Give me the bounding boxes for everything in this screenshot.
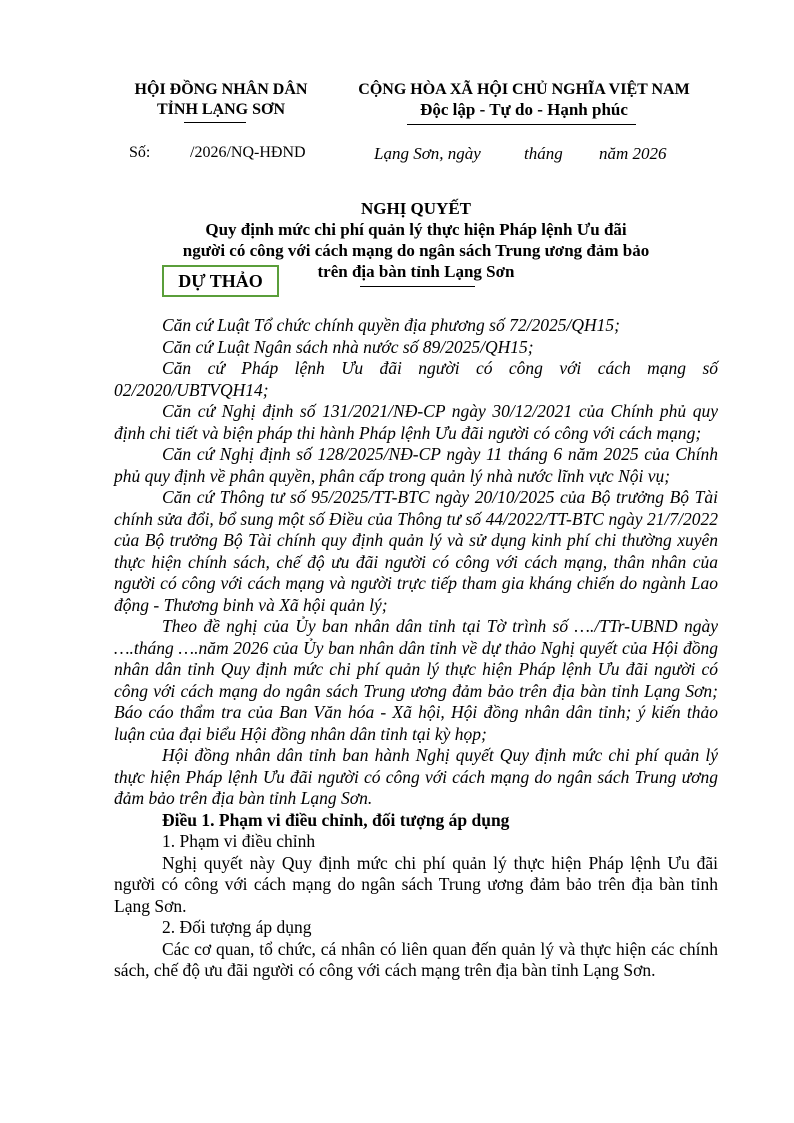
number-value: /2026/NQ-HĐND — [190, 144, 306, 161]
clause-1-heading: 1. Phạm vi điều chỉnh — [162, 831, 316, 851]
legal-basis-3: Căn cứ Pháp lệnh Ưu đãi người có công với cách mạng số 02/2020/UBTVQH14; — [114, 358, 718, 400]
clause-2-text: Các cơ quan, tổ chức, cá nhân có liên quan đến quản lý và thực hiện các chính sách, chế độ ưu đãi người có công với cách mạng trên địa bàn tỉnh Lạng Sơn. — [114, 938, 718, 980]
legal-basis-5: Căn cứ Nghị định số 128/2025/NĐ-CP ngày 11 tháng 6 năm 2025 của Chính phủ quy định về phân quyền, phân cấp trong quản lý nhà nước lĩnh vực Nội vụ; — [114, 444, 718, 486]
title-underline — [360, 286, 475, 287]
draft-stamp: DỰ THẢO — [162, 265, 279, 297]
legal-basis-6: Căn cứ Thông tư số 95/2025/TT-BTC ngày 20/10/2025 của Bộ trưởng Bộ Tài chính sửa đổi, bổ sung một số Điều của Thông tư số 44/2022/TT-BTC ngày 21/7/2022 của Bộ trưởng Bộ Tài chính quy định quản lý và sử dụng kinh phí chi thường xuyên thực hiện chính sách, chế độ ưu đãi người có công với cách mạng, thân nhân của người có công với cách mạng và người trực tiếp tham gia kháng chiến do ngành Lao động - Thương binh và Xã hội quản lý; — [114, 487, 718, 615]
document-body — [114, 315, 718, 982]
clause-2-heading: 2. Đối tượng áp dụng — [162, 917, 312, 937]
enactment-clause: Hội đồng nhân dân tỉnh ban hành Nghị quyết Quy định mức chi phí quản lý thực hiện Pháp lệnh Ưu đãi người có công với cách mạng do ngân sách Trung ương đảm bảo trên địa bàn tỉnh Lạng Sơn. — [114, 745, 718, 808]
issuer-province: TỈNH LẠNG SƠN — [156, 101, 286, 118]
legal-basis-2: Căn cứ Luật Ngân sách nhà nước số 89/2025/QH15; — [162, 336, 534, 357]
issuer-underline — [184, 122, 246, 123]
clause-1-text: Nghị quyết này Quy định mức chi phí quản lý thực hiện Pháp lệnh Ưu đãi người có công với cách mạng do ngân sách Trung ương đảm bảo trên địa bàn tỉnh Lạng Sơn. — [114, 852, 718, 916]
issue-month: tháng — [524, 144, 563, 163]
proposal-basis: Theo đề nghị của Ủy ban nhân dân tỉnh tại Tờ trình số …./TTr-UBND ngày ….tháng ….năm 2026 của Ủy ban nhân dân tỉnh về dự thảo Nghị quyết của Hội đồng nhân dân tỉnh Quy định mức chi phí quản lý thực hiện Pháp lệnh Ưu đãi người có công với cách mạng do ngân sách Trung ương đảm bảo trên địa bàn tỉnh Lạng Sơn; Báo cáo thẩm tra của Ban Văn hóa - Xã hội, Hội đồng nhân dân tỉnh; ý kiến thảo luận của đại biểu Hội đồng nhân dân tỉnh tại kỳ họp; — [114, 616, 718, 744]
issue-year: năm 2026 — [599, 144, 667, 163]
number-label: Số: — [129, 144, 151, 161]
title-line-3: trên địa bàn tỉnh Lạng Sơn — [317, 262, 515, 281]
issue-place-day: Lạng Sơn, ngày — [374, 144, 481, 163]
nation-motto: Độc lập - Tự do - Hạnh phúc — [420, 100, 628, 119]
nation-name: CỘNG HÒA XÃ HỘI CHỦ NGHĨA VIỆT NAM — [358, 81, 690, 98]
legal-basis-4: Căn cứ Nghị định số 131/2021/NĐ-CP ngày 30/12/2021 của Chính phủ quy định chi tiết và biện pháp thi hành Pháp lệnh Ưu đãi người có công với cách mạng; — [114, 401, 718, 443]
article-1-heading: Điều 1. Phạm vi điều chỉnh, đối tượng áp dụng — [162, 809, 510, 830]
title-line-2: người có công với cách mạng do ngân sách Trung ương đảm bảo — [182, 241, 650, 260]
motto-underline — [407, 124, 636, 125]
document-type: NGHỊ QUYẾT — [360, 199, 472, 218]
legal-basis-1: Căn cứ Luật Tổ chức chính quyền địa phương số 72/2025/QH15; — [162, 315, 620, 335]
title-line-1: Quy định mức chi phí quản lý thực hiện Pháp lệnh Ưu đãi — [205, 220, 627, 239]
issuer-name: HỘI ĐỒNG NHÂN DÂN — [134, 81, 308, 98]
